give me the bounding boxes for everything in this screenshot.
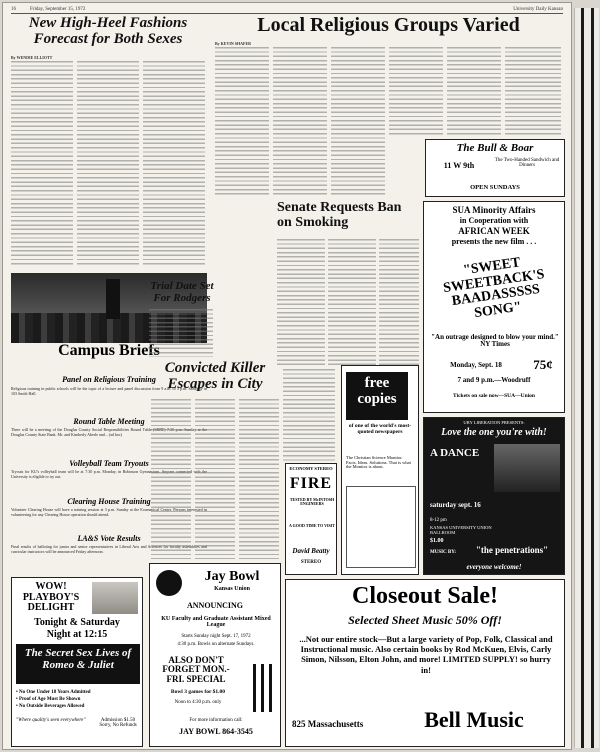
brief-5-heading: LA&S Vote Results — [77, 534, 141, 543]
jay-bowl-offer: Bowl 3 games for $1.00 — [170, 689, 226, 695]
trial-headline: Trial Date Set For Rodgers — [150, 280, 214, 304]
jay-bowl-name: Jay Bowl — [204, 569, 260, 584]
jay-bowl-phone: JAY BOWL 864-3545 — [179, 727, 253, 736]
convicted-headline: Convicted Killer Escapes in City — [164, 360, 266, 392]
sua-date: Monday, Sept. 18 — [450, 361, 502, 369]
religion-col-2 — [273, 47, 327, 197]
playboy-line1: WOW! PLAYBOY'S DELIGHT — [22, 581, 80, 613]
playboy-line3: Night at 12:15 — [46, 629, 108, 640]
free-copies-body: The Christian Science Monitor. Facts. Ideas. Solutions. That is what the Monitor is about. — [346, 455, 411, 470]
bell-music-ad — [285, 579, 565, 747]
convicted-col-2 — [195, 399, 235, 559]
bell-address: 825 Massachusetts — [292, 719, 364, 729]
jay-bowl-special: ALSO DON'T FORGET MON.-FRI. SPECIAL — [162, 655, 230, 684]
playboy-rule1: • No One Under 18 Years Admitted — [16, 690, 91, 695]
sua-film-title: "SWEET SWEETBACK'S BAADASSSSS SONG" — [442, 255, 546, 322]
love-admission: $1.00 — [430, 538, 444, 544]
folio-paper: University Daily Kansan — [513, 7, 563, 12]
campus-briefs-title: Campus Briefs — [58, 342, 160, 359]
senate-headline: Senate Requests Ban on Smoking — [277, 200, 402, 230]
jay-bowl-info: For more information call: — [189, 718, 243, 723]
jay-bowl-ad — [149, 563, 281, 747]
love-header: UBY LIBERATION PRESENTS: — [463, 420, 525, 425]
stereo-line6: STEREO — [300, 560, 322, 565]
love-time: 8-12 pm — [430, 518, 447, 523]
brief-3-heading: Volleyball Team Tryouts — [69, 459, 149, 468]
bull-boar-name: The Bull & Boar — [456, 142, 534, 154]
sua-line1: SUA Minority Affairs — [452, 205, 536, 215]
edge-band-right — [591, 8, 594, 748]
bowling-ball-icon — [156, 570, 182, 596]
convicted-col-1 — [151, 399, 191, 559]
love-title: Love the one you're with! — [441, 427, 547, 438]
folio-line — [11, 7, 563, 14]
newspaper-page — [2, 2, 572, 750]
fashion-col-2 — [77, 61, 139, 266]
playboy-line2: Tonight & Saturday — [34, 617, 120, 628]
bull-boar-ad — [425, 139, 565, 197]
free-copies-coupon[interactable] — [346, 486, 416, 568]
stereo-line4: A GOOD TIME TO VISIT — [289, 523, 335, 528]
love-band: "the penetrations" — [475, 545, 549, 555]
bull-boar-address: 11 W 9th — [443, 161, 475, 170]
religion-headline: Local Religious Groups Varied — [257, 14, 520, 36]
edge-band-left — [581, 8, 584, 748]
stereo-line1: ECONOMY STEREO — [289, 466, 333, 471]
stereo-fire: FIRE — [289, 475, 333, 492]
love-date: saturday sept. 16 — [430, 501, 481, 509]
religion-col-4 — [389, 47, 443, 137]
sua-price: 75¢ — [533, 357, 553, 372]
love-place: KANSAS UNIVERSITY UNION BALLROOM — [430, 525, 492, 535]
trial-col — [149, 309, 213, 357]
playboy-theater: "Where quality's seen everywhere" — [16, 718, 86, 723]
sua-sale: Tickets on sale now—SUA—Union — [453, 393, 535, 399]
jay-bowl-announcing: ANNOUNCING — [187, 601, 243, 610]
religion-byline: By KEVIN SHAFER — [215, 41, 252, 46]
playboy-photo — [92, 582, 138, 614]
campanile-tower — [106, 279, 120, 319]
free-copies-sub: of one of the world's most-quoted newspapers — [348, 423, 412, 435]
sua-line3: AFRICAN WEEK — [458, 226, 530, 236]
love-dance-ad — [423, 417, 565, 575]
religion-col-3 — [331, 47, 385, 197]
jay-bowl-start: Starts Sunday night Sept. 17, 1972 — [181, 634, 251, 639]
fashion-col-3 — [143, 61, 205, 266]
religion-col-1 — [215, 47, 269, 197]
brief-5-text: Final results of balloting for junior and senior representatives in Liberal Arts and Sciences for faculty assemblies and curricular instructors will be announced Friday afternoon. — [11, 545, 207, 554]
brief-2-heading: Round Table Meeting — [73, 417, 145, 426]
fashion-headline: New High-Heel Fashions Forecast for Both Sexes — [28, 15, 188, 47]
playboy-rule3: • No Outside Beverages Allowed — [16, 704, 85, 709]
playboy-price: Admission $1.50 Sorry, No Refunds — [99, 718, 137, 729]
fashion-col-1 — [11, 61, 73, 266]
sua-line2: in Cooperation with — [459, 216, 529, 225]
love-welcome: everyone welcome! — [466, 563, 522, 571]
playboy-rule2: • Proof of Age Must Be Shown — [16, 697, 81, 702]
senate-cont-col-1 — [283, 369, 335, 461]
convicted-col-3 — [239, 399, 279, 559]
jay-bowl-time: 4:30 p.m. Bowls on alternate Sundays. — [177, 642, 255, 647]
playboy-film-ad — [11, 577, 143, 747]
stereo-fire-ad — [285, 463, 337, 575]
bowling-pins-icon — [248, 664, 272, 712]
free-copies-title: free copies — [346, 372, 408, 420]
brief-3-text: Tryouts for KU's volleyball team will be at 7:30 p.m. Monday, in Robinson Gymnasium. Anyone connected with the University is eligible to try out. — [11, 470, 207, 479]
jay-bowl-place: Kansas Union — [214, 586, 250, 592]
bull-boar-open: OPEN SUNDAYS — [470, 184, 520, 191]
sua-film-ad — [423, 201, 565, 413]
brief-4-heading: Clearing House Training — [67, 497, 151, 506]
jay-bowl-league: KU Faculty and Graduate Assistant Mixed League — [161, 616, 271, 629]
bull-boar-tagline: The Two-Handed Sandwich and Dinners — [494, 158, 560, 169]
love-music-label: MUSIC BY: — [430, 550, 457, 555]
folio-date: Friday, September 15, 1972 — [30, 7, 86, 12]
sua-line4: presents the new film . . . — [451, 237, 537, 246]
love-dance: A DANCE — [430, 447, 480, 459]
stereo-line5: David Beatty — [292, 547, 330, 555]
sua-times: 7 and 9 p.m.—Woodruff — [457, 376, 531, 384]
senate-col-3 — [379, 239, 419, 365]
sua-quote: "An outrage designed to blow your mind." NY Times — [431, 333, 559, 349]
senate-col-1 — [277, 239, 325, 365]
dancers-photo — [494, 444, 560, 492]
playboy-film-title: The Secret Sex Lives of Romeo & Juliet — [16, 644, 140, 684]
brief-1-text: Religious training in public schools will be the topic of a lecture and panel discussion from 9 a.m. to 3 p.m. Saturday in 103 Smith Hall. — [11, 387, 207, 396]
free-copies-ad — [341, 365, 419, 575]
brief-4-text: Volunteer Clearing House will have a training session at 3 p.m. Sunday at the Ecumenical Center. Persons interested in volunteering for any Clearing House operation should attend. — [11, 508, 207, 517]
senate-col-2 — [328, 239, 376, 365]
religion-col-5 — [447, 47, 501, 137]
next-page-edge — [574, 8, 599, 748]
bell-body: ...Not our entire stock—But a large variety of Pop, Folk, Classical and Instructional music. Also certain books by Rod McKuen, Elvis, Carly Simon, Nilsson, Elton John, and more! LIMITED SUPPLY! so hurry in! — [299, 634, 553, 675]
jay-bowl-hours: Noon to 4:30 p.m. only — [174, 700, 222, 705]
fashion-byline: By WENDIE ELLIOTT — [11, 55, 53, 60]
bell-headline: Closeout Sale! — [352, 583, 498, 609]
bell-sub: Selected Sheet Music 50% Off! — [348, 613, 502, 627]
bell-store: Bell Music — [424, 707, 524, 732]
stereo-line3: TESTED BY McINTOSH ENGINEERS — [289, 497, 335, 507]
brief-1-heading: Panel on Religious Training — [62, 375, 156, 384]
page-number: 16 — [11, 7, 16, 12]
religion-col-6 — [505, 47, 561, 137]
brief-2-text: There will be a meeting of the Douglas County Social Responsibilities Round Table (SRRT) 7:30 p.m. Sunday at the Douglas County State Bank. Mr. and Kimberly Aberle and... (ad hoc) — [11, 428, 207, 437]
